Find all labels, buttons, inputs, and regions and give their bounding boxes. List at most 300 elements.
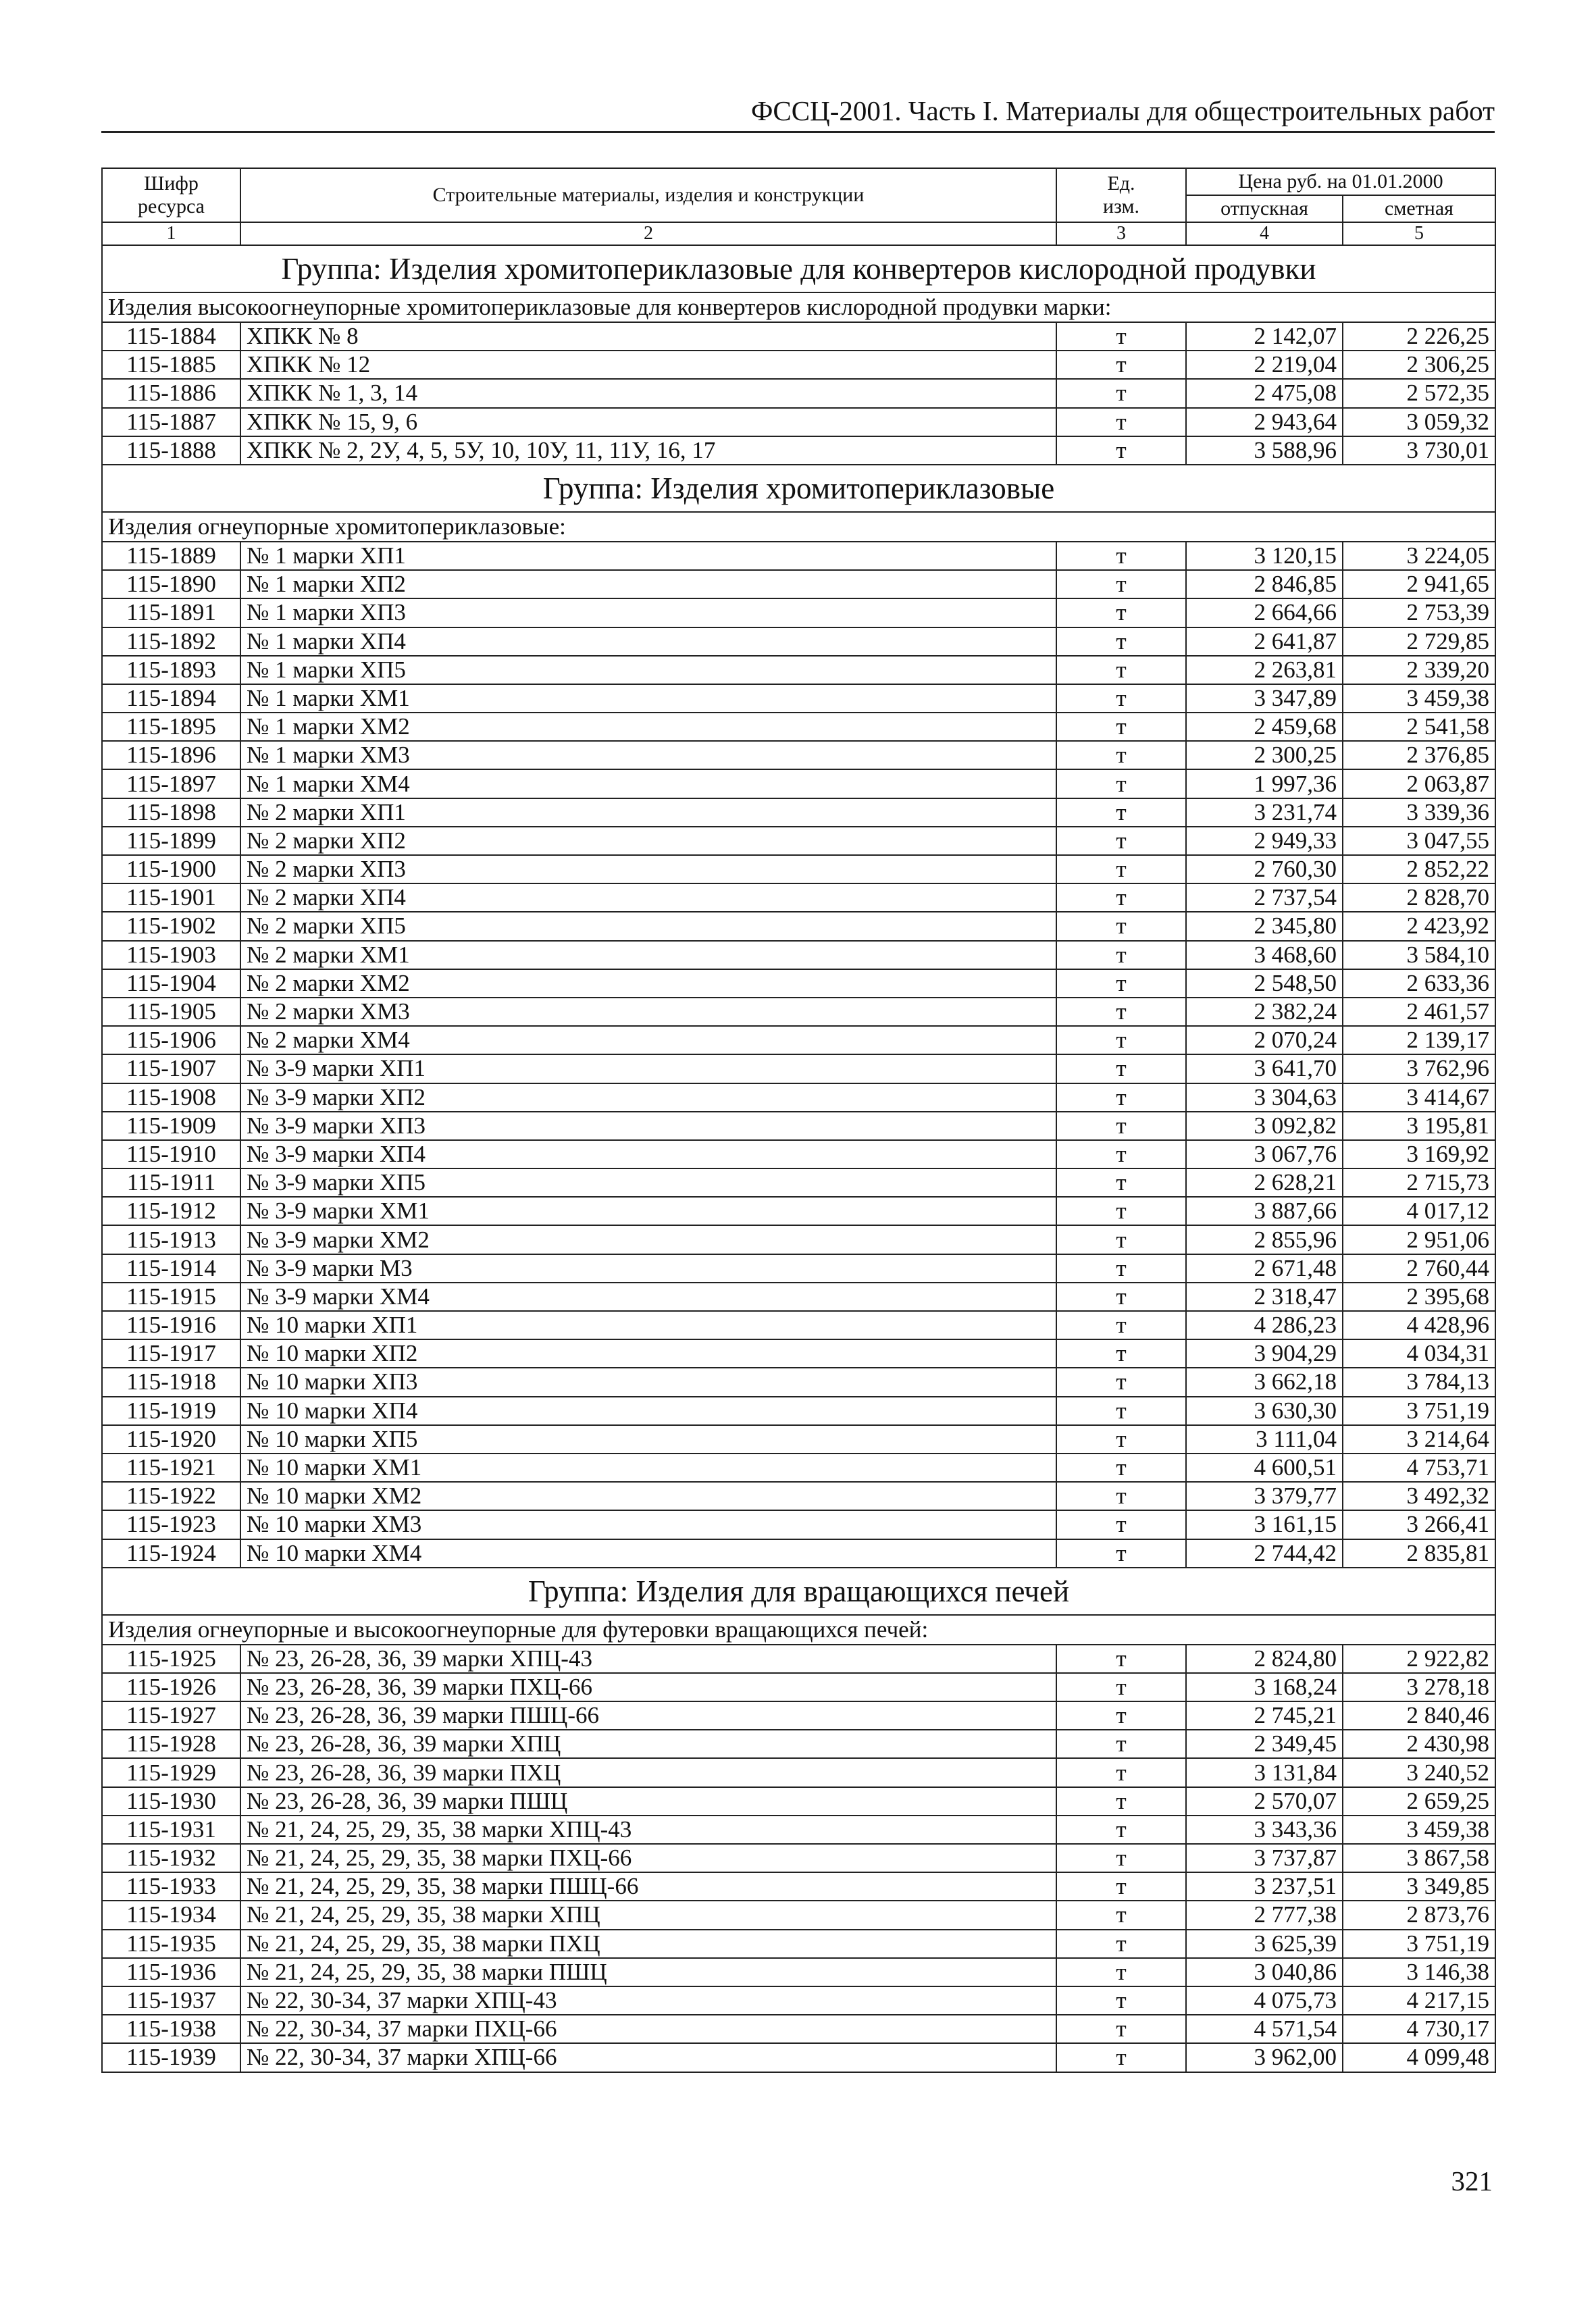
table-row [102,1701,1495,1730]
material-name-cell: № 10 марки ХМ1 [240,1454,1056,1482]
material-name-cell: № 10 марки ХП3 [240,1368,1056,1396]
estimate-price-cell: 2 922,82 [1343,1645,1495,1673]
release-price-cell: 2 745,21 [1186,1701,1343,1730]
release-price-cell: 2 744,42 [1186,1539,1343,1568]
release-price-cell: 3 887,66 [1186,1197,1343,1225]
release-price-cell: 2 737,54 [1186,883,1343,912]
release-price-cell: 2 943,64 [1186,408,1343,436]
release-price-cell: 3 962,00 [1186,2043,1343,2072]
resource-code-cell: 115-1924 [102,1539,240,1568]
table-row [102,598,1495,627]
page-number: 321 [1451,2165,1493,2196]
material-name-cell: № 2 марки ХП4 [240,883,1056,912]
resource-code-cell: 115-1904 [102,969,240,998]
material-name-cell: № 2 марки ХП5 [240,912,1056,940]
material-name-cell: № 3-9 марки ХП2 [240,1083,1056,1112]
unit-cell: т [1056,1958,1186,1986]
release-price-cell: 2 628,21 [1186,1168,1343,1197]
release-price-cell: 1 997,36 [1186,769,1343,798]
price-table [101,168,1496,2073]
table-row [102,627,1495,656]
unit-cell: т [1056,1339,1186,1368]
table-row [102,1645,1495,1673]
release-price-cell: 3 379,77 [1186,1482,1343,1510]
unit-cell: т [1056,798,1186,827]
page-header: ФССЦ-2001. Часть I. Материалы для общестроительных работ [751,95,1495,126]
resource-code-cell: 115-1906 [102,1026,240,1054]
release-price-cell: 3 131,84 [1186,1758,1343,1786]
table-row [102,1454,1495,1482]
table-row [102,1026,1495,1054]
estimate-price-cell: 2 873,76 [1343,1901,1495,1929]
unit-cell: т [1056,1539,1186,1568]
release-price-cell: 2 349,45 [1186,1730,1343,1758]
material-name-cell: № 2 марки ХМ1 [240,941,1056,969]
table-row [102,1168,1495,1197]
material-name-cell: № 21, 24, 25, 29, 35, 38 марки ПХЦ-66 [240,1844,1056,1872]
column-header-release-price: отпускная [1186,195,1343,222]
resource-code-cell: 115-1908 [102,1083,240,1112]
material-name-cell: № 23, 26-28, 36, 39 марки ПХЦ [240,1758,1056,1786]
release-price-cell: 4 600,51 [1186,1454,1343,1482]
unit-cell: т [1056,1168,1186,1197]
table-row [102,1054,1495,1083]
material-name-cell: № 21, 24, 25, 29, 35, 38 марки ПХЦ [240,1930,1056,1958]
material-name-cell: ХПКК № 1, 3, 14 [240,379,1056,407]
release-price-cell: 3 662,18 [1186,1368,1343,1396]
unit-cell: т [1056,627,1186,656]
table-row [102,1254,1495,1283]
unit-cell: т [1056,998,1186,1026]
column-header-unit [1056,168,1186,222]
estimate-price-cell: 2 951,06 [1343,1225,1495,1254]
estimate-price-cell: 3 414,67 [1343,1083,1495,1112]
resource-code-cell: 115-1889 [102,542,240,570]
estimate-price-cell: 3 751,19 [1343,1930,1495,1958]
unit-cell: т [1056,741,1186,769]
table-row [102,1872,1495,1901]
unit-cell: т [1056,1197,1186,1225]
release-price-cell: 3 040,86 [1186,1958,1343,1986]
estimate-price-cell: 2 729,85 [1343,627,1495,656]
unit-cell: т [1056,1816,1186,1844]
resource-code-cell: 115-1911 [102,1168,240,1197]
group-row [102,465,1495,512]
table-row [102,1930,1495,1958]
release-price-cell: 3 641,70 [1186,1054,1343,1083]
estimate-price-cell: 2 572,35 [1343,379,1495,407]
estimate-price-cell: 3 214,64 [1343,1425,1495,1454]
resource-code-cell: 115-1887 [102,408,240,436]
table-row [102,436,1495,465]
material-name-cell: № 10 марки ХМ2 [240,1482,1056,1510]
resource-code-cell: 115-1885 [102,351,240,379]
unit-cell: т [1056,2043,1186,2072]
resource-code-cell: 115-1891 [102,598,240,627]
unit-cell: т [1056,1482,1186,1510]
release-price-cell: 2 263,81 [1186,656,1343,684]
estimate-price-cell: 2 339,20 [1343,656,1495,684]
column-header-unit-line1: Ед. [1107,172,1135,195]
release-price-cell: 3 092,82 [1186,1112,1343,1140]
release-price-cell: 2 671,48 [1186,1254,1343,1283]
material-name-cell: № 10 марки ХП2 [240,1339,1056,1368]
unit-cell: т [1056,436,1186,465]
table-row [102,1787,1495,1816]
unit-cell: т [1056,1397,1186,1425]
estimate-price-cell: 2 541,58 [1343,713,1495,741]
table-row [102,1901,1495,1929]
group-title: Группа: Изделия для вращающихся печей [102,1568,1495,1615]
release-price-cell: 2 641,87 [1186,627,1343,656]
resource-code-cell: 115-1926 [102,1673,240,1701]
unit-cell: т [1056,713,1186,741]
material-name-cell: № 3-9 марки М3 [240,1254,1056,1283]
release-price-cell: 2 219,04 [1186,351,1343,379]
resource-code-cell: 115-1917 [102,1339,240,1368]
estimate-price-cell: 2 941,65 [1343,570,1495,598]
material-name-cell: № 3-9 марки ХП3 [240,1112,1056,1140]
material-name-cell: ХПКК № 8 [240,322,1056,351]
material-name-cell: № 3-9 марки ХП5 [240,1168,1056,1197]
material-name-cell: № 1 марки ХП3 [240,598,1056,627]
resource-code-cell: 115-1932 [102,1844,240,1872]
release-price-cell: 3 625,39 [1186,1930,1343,1958]
release-price-cell: 2 855,96 [1186,1225,1343,1254]
release-price-cell: 3 067,76 [1186,1140,1343,1168]
resource-code-cell: 115-1910 [102,1140,240,1168]
unit-cell: т [1056,1054,1186,1083]
column-number-1: 1 [102,222,240,245]
column-number-2: 2 [240,222,1056,245]
estimate-price-cell: 3 784,13 [1343,1368,1495,1396]
unit-cell: т [1056,1083,1186,1112]
estimate-price-cell: 2 835,81 [1343,1539,1495,1568]
subgroup-title: Изделия огнеупорные и высокоогнеупорные для футеровки вращающихся печей: [102,1615,1495,1645]
material-name-cell: № 1 марки ХМ3 [240,741,1056,769]
table-row [102,912,1495,940]
table-row [102,798,1495,827]
resource-code-cell: 115-1937 [102,1986,240,2015]
estimate-price-cell: 2 852,22 [1343,855,1495,883]
release-price-cell: 2 318,47 [1186,1283,1343,1311]
estimate-price-cell: 3 492,32 [1343,1482,1495,1510]
resource-code-cell: 115-1936 [102,1958,240,1986]
estimate-price-cell: 3 266,41 [1343,1510,1495,1539]
unit-cell: т [1056,1645,1186,1673]
estimate-price-cell: 2 715,73 [1343,1168,1495,1197]
table-row [102,827,1495,855]
release-price-cell: 3 120,15 [1186,542,1343,570]
resource-code-cell: 115-1912 [102,1197,240,1225]
unit-cell: т [1056,684,1186,713]
resource-code-cell: 115-1931 [102,1816,240,1844]
unit-cell: т [1056,1901,1186,1929]
column-number-3: 3 [1056,222,1186,245]
table-row [102,1112,1495,1140]
estimate-price-cell: 3 059,32 [1343,408,1495,436]
material-name-cell: № 2 марки ХМ2 [240,969,1056,998]
material-name-cell: № 2 марки ХП2 [240,827,1056,855]
resource-code-cell: 115-1920 [102,1425,240,1454]
header-divider [101,131,1495,133]
unit-cell: т [1056,1986,1186,2015]
resource-code-cell: 115-1918 [102,1368,240,1396]
resource-code-cell: 115-1894 [102,684,240,713]
subgroup-title: Изделия огнеупорные хромитопериклазовые: [102,512,1495,542]
estimate-price-cell: 2 828,70 [1343,883,1495,912]
material-name-cell: № 3-9 марки ХМ1 [240,1197,1056,1225]
unit-cell: т [1056,1140,1186,1168]
table-row [102,1510,1495,1539]
release-price-cell: 2 824,80 [1186,1645,1343,1673]
column-header-estimate-price: сметная [1343,195,1495,222]
table-row [102,1425,1495,1454]
material-name-cell: № 23, 26-28, 36, 39 марки ХПЦ [240,1730,1056,1758]
table-row [102,542,1495,570]
resource-code-cell: 115-1923 [102,1510,240,1539]
release-price-cell: 2 345,80 [1186,912,1343,940]
unit-cell: т [1056,1930,1186,1958]
estimate-price-cell: 2 461,57 [1343,998,1495,1026]
material-name-cell: ХПКК № 12 [240,351,1056,379]
material-name-cell: № 3-9 марки ХМ2 [240,1225,1056,1254]
resource-code-cell: 115-1896 [102,741,240,769]
resource-code-cell: 115-1935 [102,1930,240,1958]
material-name-cell: № 21, 24, 25, 29, 35, 38 марки ХПЦ [240,1901,1056,1929]
unit-cell: т [1056,883,1186,912]
material-name-cell: № 1 марки ХП1 [240,542,1056,570]
unit-cell: т [1056,2015,1186,2043]
resource-code-cell: 115-1928 [102,1730,240,1758]
table-row [102,1368,1495,1396]
table-row [102,1986,1495,2015]
unit-cell: т [1056,1254,1186,1283]
resource-code-cell: 115-1888 [102,436,240,465]
material-name-cell: № 1 марки ХМ1 [240,684,1056,713]
release-price-cell: 2 070,24 [1186,1026,1343,1054]
estimate-price-cell: 3 240,52 [1343,1758,1495,1786]
estimate-price-cell: 2 226,25 [1343,322,1495,351]
material-name-cell: № 1 марки ХП4 [240,627,1056,656]
estimate-price-cell: 2 633,36 [1343,969,1495,998]
resource-code-cell: 115-1898 [102,798,240,827]
estimate-price-cell: 3 459,38 [1343,1816,1495,1844]
group-row [102,1568,1495,1615]
unit-cell: т [1056,1701,1186,1730]
resource-code-cell: 115-1884 [102,322,240,351]
unit-cell: т [1056,969,1186,998]
material-name-cell: № 1 марки ХМ4 [240,769,1056,798]
release-price-cell: 2 949,33 [1186,827,1343,855]
unit-cell: т [1056,1758,1186,1786]
release-price-cell: 3 630,30 [1186,1397,1343,1425]
release-price-cell: 3 237,51 [1186,1872,1343,1901]
table-row [102,570,1495,598]
unit-cell: т [1056,1112,1186,1140]
material-name-cell: № 23, 26-28, 36, 39 марки ПШЦ [240,1787,1056,1816]
release-price-cell: 4 075,73 [1186,1986,1343,2015]
unit-cell: т [1056,912,1186,940]
material-name-cell: № 2 марки ХМ3 [240,998,1056,1026]
group-title: Группа: Изделия хромитопериклазовые для конвертеров кислородной продувки [102,245,1495,292]
unit-cell: т [1056,656,1186,684]
unit-cell: т [1056,1026,1186,1054]
table-row [102,998,1495,1026]
material-name-cell: № 10 марки ХП5 [240,1425,1056,1454]
resource-code-cell: 115-1921 [102,1454,240,1482]
material-name-cell: № 1 марки ХП5 [240,656,1056,684]
column-number-5: 5 [1343,222,1495,245]
resource-code-cell: 115-1892 [102,627,240,656]
release-price-cell: 2 664,66 [1186,598,1343,627]
estimate-price-cell: 3 195,81 [1343,1112,1495,1140]
subgroup-row [102,1615,1495,1645]
unit-cell: т [1056,855,1186,883]
release-price-cell: 2 300,25 [1186,741,1343,769]
resource-code-cell: 115-1907 [102,1054,240,1083]
release-price-cell: 2 846,85 [1186,570,1343,598]
unit-cell: т [1056,598,1186,627]
estimate-price-cell: 2 376,85 [1343,741,1495,769]
table-row [102,855,1495,883]
column-header-code-line1: Шифр [144,172,199,195]
material-name-cell: № 1 марки ХМ2 [240,713,1056,741]
release-price-cell: 2 459,68 [1186,713,1343,741]
table-row [102,2015,1495,2043]
unit-cell: т [1056,1311,1186,1339]
estimate-price-cell: 4 099,48 [1343,2043,1495,2072]
column-header-name: Строительные материалы, изделия и конструкции [240,168,1056,222]
subgroup-row [102,512,1495,542]
resource-code-cell: 115-1886 [102,379,240,407]
estimate-price-cell: 4 730,17 [1343,2015,1495,2043]
table-row [102,656,1495,684]
resource-code-cell: 115-1899 [102,827,240,855]
table-row [102,1482,1495,1510]
resource-code-cell: 115-1905 [102,998,240,1026]
group-title: Группа: Изделия хромитопериклазовые [102,465,1495,512]
unit-cell: т [1056,322,1186,351]
release-price-cell: 3 168,24 [1186,1673,1343,1701]
unit-cell: т [1056,1425,1186,1454]
estimate-price-cell: 4 753,71 [1343,1454,1495,1482]
estimate-price-cell: 2 753,39 [1343,598,1495,627]
table-row [102,2043,1495,2072]
table-row [102,1816,1495,1844]
estimate-price-cell: 3 459,38 [1343,684,1495,713]
resource-code-cell: 115-1895 [102,713,240,741]
estimate-price-cell: 3 278,18 [1343,1673,1495,1701]
unit-cell: т [1056,769,1186,798]
material-name-cell: № 10 марки ХП1 [240,1311,1056,1339]
table-row [102,1758,1495,1786]
release-price-cell: 2 548,50 [1186,969,1343,998]
estimate-price-cell: 4 428,96 [1343,1311,1495,1339]
table-row [102,1140,1495,1168]
resource-code-cell: 115-1903 [102,941,240,969]
resource-code-cell: 115-1893 [102,656,240,684]
table-row [102,379,1495,407]
table-row [102,351,1495,379]
subgroup-title: Изделия высокоогнеупорные хромитопериклазовые для конвертеров кислородной продувки марки: [102,292,1495,322]
unit-cell: т [1056,570,1186,598]
resource-code-cell: 115-1900 [102,855,240,883]
table-row [102,741,1495,769]
material-name-cell: № 23, 26-28, 36, 39 марки ПШЦ-66 [240,1701,1056,1730]
table-row [102,684,1495,713]
resource-code-cell: 115-1933 [102,1872,240,1901]
material-name-cell: № 22, 30-34, 37 марки ХПЦ-66 [240,2043,1056,2072]
estimate-price-cell: 3 584,10 [1343,941,1495,969]
table-row [102,1311,1495,1339]
unit-cell: т [1056,1673,1186,1701]
table-row [102,969,1495,998]
material-name-cell: № 2 марки ХП3 [240,855,1056,883]
resource-code-cell: 115-1914 [102,1254,240,1283]
table-row [102,1197,1495,1225]
material-name-cell: № 21, 24, 25, 29, 35, 38 марки ХПЦ-43 [240,1816,1056,1844]
table-row [102,322,1495,351]
release-price-cell: 3 304,63 [1186,1083,1343,1112]
estimate-price-cell: 2 423,92 [1343,912,1495,940]
unit-cell: т [1056,1844,1186,1872]
material-name-cell: ХПКК № 15, 9, 6 [240,408,1056,436]
material-name-cell: ХПКК № 2, 2У, 4, 5, 5У, 10, 10У, 11, 11У, 16, 17 [240,436,1056,465]
material-name-cell: № 2 марки ХМ4 [240,1026,1056,1054]
resource-code-cell: 115-1909 [102,1112,240,1140]
resource-code-cell: 115-1915 [102,1283,240,1311]
material-name-cell: № 10 марки ХМ3 [240,1510,1056,1539]
estimate-price-cell: 4 017,12 [1343,1197,1495,1225]
estimate-price-cell: 4 034,31 [1343,1339,1495,1368]
estimate-price-cell: 2 760,44 [1343,1254,1495,1283]
column-header-code-line2: ресурса [138,195,205,217]
table-body [102,245,1495,2072]
estimate-price-cell: 3 349,85 [1343,1872,1495,1901]
resource-code-cell: 115-1919 [102,1397,240,1425]
release-price-cell: 4 286,23 [1186,1311,1343,1339]
material-name-cell: № 3-9 марки ХП1 [240,1054,1056,1083]
unit-cell: т [1056,1872,1186,1901]
estimate-price-cell: 3 730,01 [1343,436,1495,465]
unit-cell: т [1056,1510,1186,1539]
resource-code-cell: 115-1930 [102,1787,240,1816]
material-name-cell: № 21, 24, 25, 29, 35, 38 марки ПШЦ-66 [240,1872,1056,1901]
material-name-cell: № 22, 30-34, 37 марки ХПЦ-43 [240,1986,1056,2015]
group-row [102,245,1495,292]
table-row [102,1397,1495,1425]
release-price-cell: 2 142,07 [1186,322,1343,351]
release-price-cell: 3 588,96 [1186,436,1343,465]
estimate-price-cell: 2 840,46 [1343,1701,1495,1730]
release-price-cell: 4 571,54 [1186,2015,1343,2043]
estimate-price-cell: 3 047,55 [1343,827,1495,855]
release-price-cell: 3 343,36 [1186,1816,1343,1844]
release-price-cell: 3 111,04 [1186,1425,1343,1454]
table-row [102,769,1495,798]
column-header-price: Цена руб. на 01.01.2000 [1186,168,1495,195]
material-name-cell: № 22, 30-34, 37 марки ПХЦ-66 [240,2015,1056,2043]
resource-code-cell: 115-1934 [102,1901,240,1929]
table-row [102,1283,1495,1311]
resource-code-cell: 115-1890 [102,570,240,598]
table-row [102,1539,1495,1568]
release-price-cell: 2 475,08 [1186,379,1343,407]
resource-code-cell: 115-1913 [102,1225,240,1254]
estimate-price-cell: 3 762,96 [1343,1054,1495,1083]
material-name-cell: № 3-9 марки ХП4 [240,1140,1056,1168]
